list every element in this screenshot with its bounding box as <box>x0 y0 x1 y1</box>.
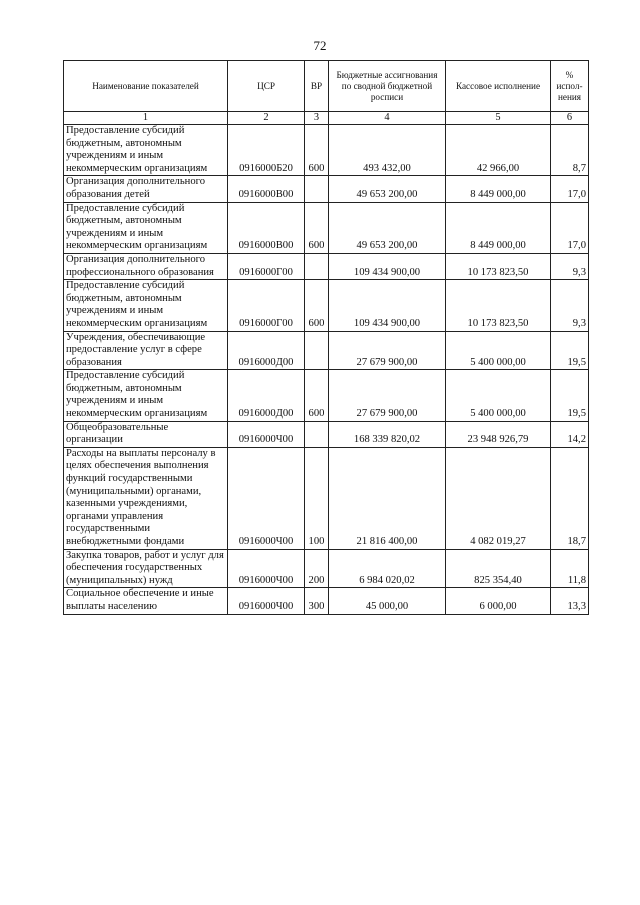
header-percent: % испол-нения <box>551 61 589 112</box>
row-allocated: 49 653 200,00 <box>329 176 446 202</box>
row-vr: 200 <box>305 549 329 588</box>
row-csr: 0916000Ч00 <box>228 421 305 447</box>
row-csr: 0916000В00 <box>228 176 305 202</box>
budget-execution-table <box>63 60 589 615</box>
row-name: Предоставление субсидий бюджетным, автономным учреждениям и иным некоммерческим организациям <box>64 202 228 253</box>
column-number: 6 <box>551 112 589 125</box>
row-allocated: 49 653 200,00 <box>329 202 446 253</box>
row-vr: 100 <box>305 447 329 549</box>
table-row <box>64 125 589 176</box>
column-number: 2 <box>228 112 305 125</box>
row-csr: 0916000Г00 <box>228 280 305 331</box>
row-allocated: 6 984 020,02 <box>329 549 446 588</box>
row-csr: 0916000Г00 <box>228 253 305 279</box>
row-csr: 0916000Б20 <box>228 125 305 176</box>
table-row <box>64 549 589 588</box>
row-csr: 0916000Ч00 <box>228 549 305 588</box>
row-allocated: 168 339 820,02 <box>329 421 446 447</box>
row-executed: 10 173 823,50 <box>446 253 551 279</box>
table-row <box>64 202 589 253</box>
row-percent: 18,7 <box>551 447 589 549</box>
row-vr <box>305 421 329 447</box>
row-allocated: 493 432,00 <box>329 125 446 176</box>
row-percent: 19,5 <box>551 370 589 421</box>
column-number: 3 <box>305 112 329 125</box>
header-row <box>64 61 589 112</box>
row-name: Учреждения, обеспечивающие предоставление услуг в сфере образования <box>64 331 228 370</box>
row-csr: 0916000Ч00 <box>228 588 305 614</box>
row-allocated: 109 434 900,00 <box>329 280 446 331</box>
row-vr <box>305 331 329 370</box>
row-allocated: 27 679 900,00 <box>329 331 446 370</box>
row-allocated: 109 434 900,00 <box>329 253 446 279</box>
header-indicator-name: Наименование показателей <box>64 61 228 112</box>
row-executed: 8 449 000,00 <box>446 176 551 202</box>
row-allocated: 27 679 900,00 <box>329 370 446 421</box>
row-executed: 5 400 000,00 <box>446 370 551 421</box>
table-row <box>64 447 589 549</box>
row-percent: 9,3 <box>551 280 589 331</box>
row-percent: 17,0 <box>551 176 589 202</box>
row-csr: 0916000Д00 <box>228 370 305 421</box>
row-executed: 6 000,00 <box>446 588 551 614</box>
header-vr: ВР <box>305 61 329 112</box>
column-number: 4 <box>329 112 446 125</box>
row-percent: 8,7 <box>551 125 589 176</box>
row-name: Предоставление субсидий бюджетным, автономным учреждениям и иным некоммерческим организациям <box>64 125 228 176</box>
row-allocated: 21 816 400,00 <box>329 447 446 549</box>
row-percent: 13,3 <box>551 588 589 614</box>
row-vr: 600 <box>305 370 329 421</box>
table-row <box>64 253 589 279</box>
row-name: Предоставление субсидий бюджетным, автономным учреждениям и иным некоммерческим организациям <box>64 370 228 421</box>
row-executed: 23 948 926,79 <box>446 421 551 447</box>
row-percent: 19,5 <box>551 331 589 370</box>
row-executed: 825 354,40 <box>446 549 551 588</box>
row-percent: 9,3 <box>551 253 589 279</box>
table-row <box>64 176 589 202</box>
table-row <box>64 370 589 421</box>
row-executed: 10 173 823,50 <box>446 280 551 331</box>
header-cash-execution: Кассовое исполнение <box>446 61 551 112</box>
row-name: Расходы на выплаты персоналу в целях обеспечения выполнения функций государственными (муниципальными) органами, казенными учреждениями, органами управления государственными внебюджетными фондами <box>64 447 228 549</box>
row-vr: 600 <box>305 125 329 176</box>
row-allocated: 45 000,00 <box>329 588 446 614</box>
row-percent: 14,2 <box>551 421 589 447</box>
table-row <box>64 588 589 614</box>
table-row <box>64 421 589 447</box>
header-allocations: Бюджетные ассигнования по сводной бюджетной росписи <box>329 61 446 112</box>
row-vr: 300 <box>305 588 329 614</box>
row-name: Организация дополнительного образования детей <box>64 176 228 202</box>
row-executed: 42 966,00 <box>446 125 551 176</box>
row-percent: 17,0 <box>551 202 589 253</box>
row-name: Организация дополнительного профессионального образования <box>64 253 228 279</box>
column-number-row <box>64 112 589 125</box>
column-number: 5 <box>446 112 551 125</box>
page-number: 72 <box>313 38 327 53</box>
row-csr: 0916000Ч00 <box>228 447 305 549</box>
row-name: Социальное обеспечение и иные выплаты населению <box>64 588 228 614</box>
table-row <box>64 280 589 331</box>
row-name: Закупка товаров, работ и услуг для обеспечения государственных (муниципальных) нужд <box>64 549 228 588</box>
row-vr: 600 <box>305 280 329 331</box>
row-name: Общеобразовательные организации <box>64 421 228 447</box>
row-csr: 0916000В00 <box>228 202 305 253</box>
row-executed: 8 449 000,00 <box>446 202 551 253</box>
table-row <box>64 331 589 370</box>
row-vr: 600 <box>305 202 329 253</box>
row-vr <box>305 253 329 279</box>
row-executed: 5 400 000,00 <box>446 331 551 370</box>
row-vr <box>305 176 329 202</box>
row-percent: 11,8 <box>551 549 589 588</box>
row-executed: 4 082 019,27 <box>446 447 551 549</box>
column-number: 1 <box>64 112 228 125</box>
row-csr: 0916000Д00 <box>228 331 305 370</box>
header-csr: ЦСР <box>228 61 305 112</box>
row-name: Предоставление субсидий бюджетным, автономным учреждениям и иным некоммерческим организациям <box>64 280 228 331</box>
